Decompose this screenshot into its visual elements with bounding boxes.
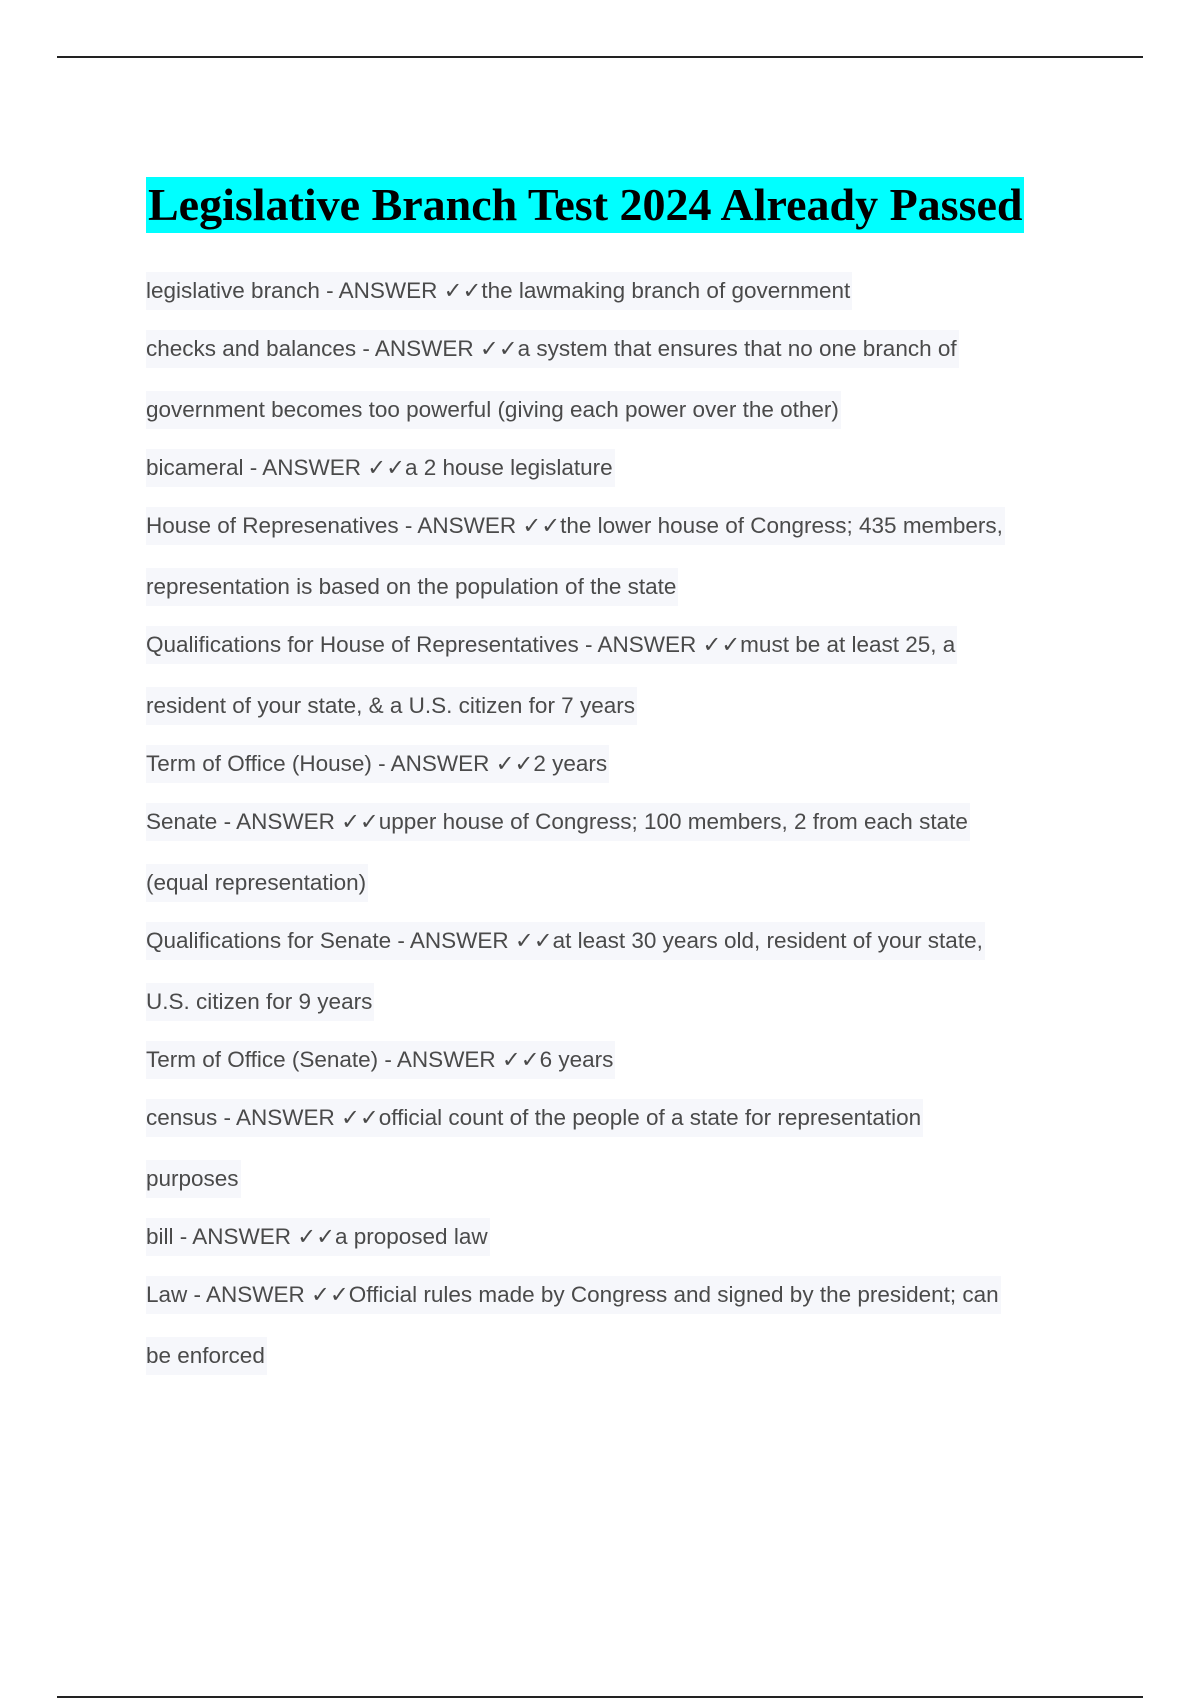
qa-line: representation is based on the population of the state (146, 568, 678, 606)
qa-entry (146, 449, 1146, 507)
qa-entry (146, 1218, 1146, 1276)
qa-entry (146, 1099, 1146, 1218)
qa-line: bill - ANSWER ✓✓a proposed law (146, 1218, 490, 1256)
qa-list (146, 272, 1146, 1395)
bottom-divider (57, 1696, 1143, 1698)
qa-entry (146, 626, 1146, 745)
qa-line: House of Represenatives - ANSWER ✓✓the lower house of Congress; 435 members, (146, 507, 1005, 545)
qa-line: checks and balances - ANSWER ✓✓a system that ensures that no one branch of (146, 330, 959, 368)
qa-line: Term of Office (House) - ANSWER ✓✓2 years (146, 745, 609, 783)
qa-entry (146, 1041, 1146, 1099)
qa-line: legislative branch - ANSWER ✓✓the lawmaking branch of government (146, 272, 852, 310)
qa-line: government becomes too powerful (giving each power over the other) (146, 391, 841, 429)
qa-line: bicameral - ANSWER ✓✓a 2 house legislature (146, 449, 615, 487)
qa-line: purposes (146, 1160, 241, 1198)
qa-line: (equal representation) (146, 864, 368, 902)
qa-line: Qualifications for House of Representatives - ANSWER ✓✓must be at least 25, a (146, 626, 957, 664)
qa-line: Senate - ANSWER ✓✓upper house of Congress; 100 members, 2 from each state (146, 803, 970, 841)
qa-entry (146, 803, 1146, 922)
qa-line: census - ANSWER ✓✓official count of the people of a state for representation (146, 1099, 923, 1137)
qa-line: resident of your state, & a U.S. citizen for 7 years (146, 687, 637, 725)
qa-entry (146, 745, 1146, 803)
page-title: Legislative Branch Test 2024 Already Passed (146, 177, 1024, 233)
qa-line: U.S. citizen for 9 years (146, 983, 374, 1021)
qa-entry (146, 272, 1146, 330)
qa-entry (146, 922, 1146, 1041)
qa-entry (146, 1276, 1146, 1395)
qa-entry (146, 507, 1146, 626)
qa-line: Law - ANSWER ✓✓Official rules made by Congress and signed by the president; can (146, 1276, 1001, 1314)
qa-entry (146, 330, 1146, 449)
qa-line: be enforced (146, 1337, 267, 1375)
qa-line: Term of Office (Senate) - ANSWER ✓✓6 years (146, 1041, 615, 1079)
top-divider (57, 56, 1143, 58)
qa-line: Qualifications for Senate - ANSWER ✓✓at least 30 years old, resident of your state, (146, 922, 985, 960)
